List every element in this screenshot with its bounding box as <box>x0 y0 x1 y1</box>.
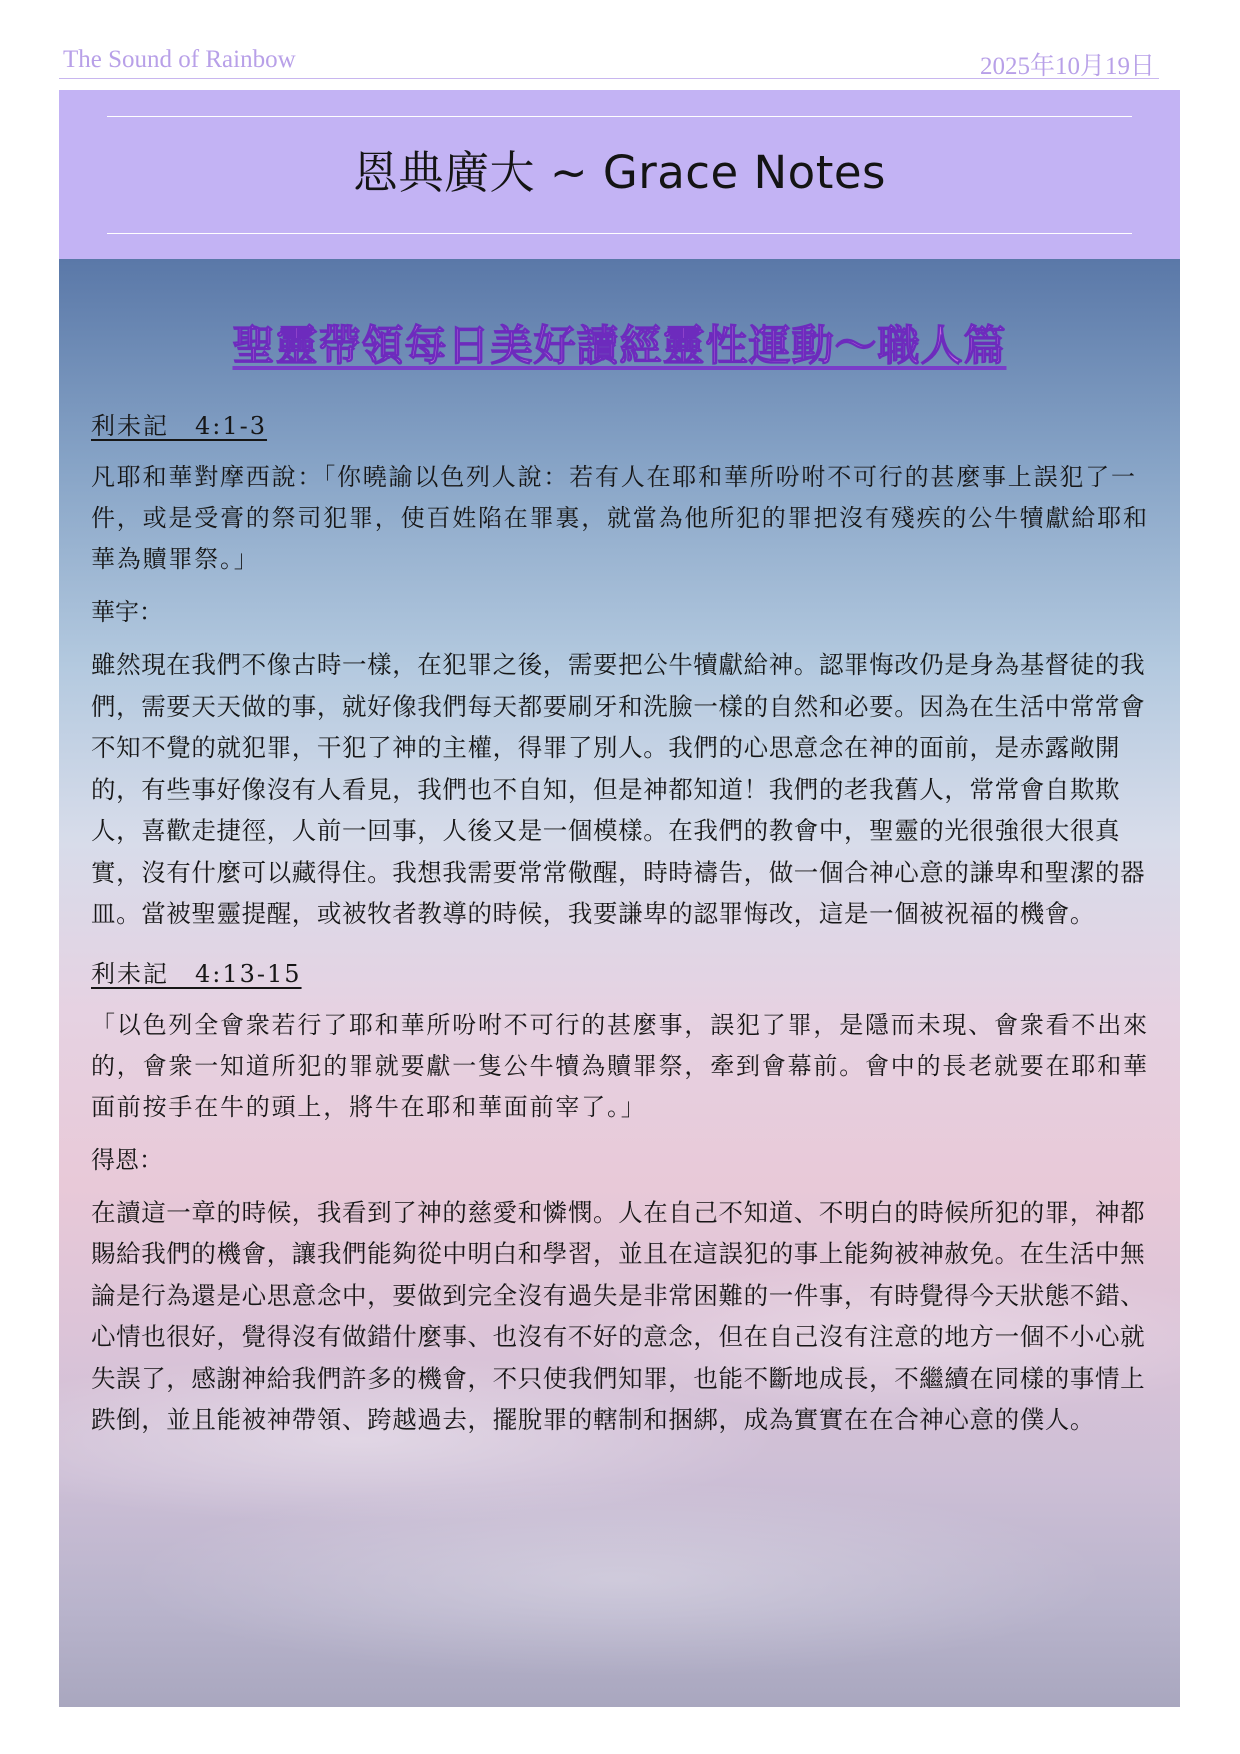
speaker-name: 華宇： <box>91 598 163 626</box>
scripture-reference: 利未記 4:13-15 <box>91 959 302 988</box>
scripture-text: 凡耶和華對摩西說：「你曉諭以色列人說：若有人在耶和華所吩咐不可行的甚麼事上誤犯了一件，或是受膏的祭司犯罪，使百姓陷在罪裏，就當為他所犯的罪把沒有殘疾的公牛犢獻給耶和華為贖罪祭。」 <box>91 463 1149 573</box>
banner-rule-top <box>107 116 1132 117</box>
top-bar <box>59 40 1159 79</box>
reflection-text: 雖然現在我們不像古時一樣，在犯罪之後，需要把公牛犢獻給神。認罪悔改仍是身為基督徒的我們，需要天天做的事，就好像我們每天都要刷牙和洗臉一樣的自然和必要。因為在生活中常常會不知不覺的就犯罪，干犯了神的主權，得罪了別人。我們的心思意念在神的面前，是赤露敞開的，有些事好像沒有人看見，我們也不自知，但是神都知道！我們的老我舊人，常常會自欺欺人，喜歡走捷徑，人前一回事，人後又是一個模樣。在我們的教會中，聖靈的光很強很大很真實，沒有什麼可以藏得住。我想我需要常常儆醒，時時禱告，做一個合神心意的謙卑和聖潔的器皿。當被聖靈提醒，或被牧者教導的時候，我要謙卑的認罪悔改，這是一個被祝福的機會。 <box>91 650 1146 928</box>
article-subtitle: 聖靈帶領每日美好讀經靈性運動～職人篇 <box>232 321 1007 370</box>
title-banner <box>59 90 1180 259</box>
page-title: 恩典廣大 ~ Grace Notes <box>353 146 886 199</box>
section-2 <box>91 957 1151 1441</box>
scripture-reference: 利未記 4:1-3 <box>91 412 268 440</box>
scripture-text: 「以色列全會衆若行了耶和華所吩咐不可行的甚麼事，誤犯了罪，是隱而未現、會衆看不出來的，會衆一知道所犯的罪就要獻一隻公牛犢為贖罪祭，牽到會幕前。會中的長老就要在耶和華面前按手在牛的頭上，將牛在耶和華面前宰了。」 <box>91 1010 1149 1121</box>
banner-rule-bottom <box>107 233 1132 234</box>
speaker-name: 得恩： <box>91 1145 163 1174</box>
reflection-text: 在讀這一章的時候，我看到了神的慈愛和憐憫。人在自己不知道、不明白的時候所犯的罪，神都賜給我們的機會，讓我們能夠從中明白和學習，並且在這誤犯的事上能夠被神赦免。在生活中無論是行為還是心思意念中，要做到完全沒有過失是非常困難的一件事，有時覺得今天狀態不錯、心情也很好，覺得沒有做錯什麼事、也沒有不好的意念，但在自己沒有注意的地方一個不小心就失誤了，感謝神給我們許多的機會，不只使我們知罪，也能不斷地成長，不繼續在同樣的事情上跌倒，並且能被神帶領、跨越過去，擺脫罪的轄制和捆綁，成為實實在在合神心意的僕人。 <box>91 1197 1146 1434</box>
publication-date: 2025年10月19日 <box>979 53 1155 80</box>
brand-name: The Sound of Rainbow <box>63 46 296 73</box>
article-body <box>91 409 1151 1441</box>
section-1 <box>91 409 1151 935</box>
sky-content-panel <box>59 259 1180 1707</box>
